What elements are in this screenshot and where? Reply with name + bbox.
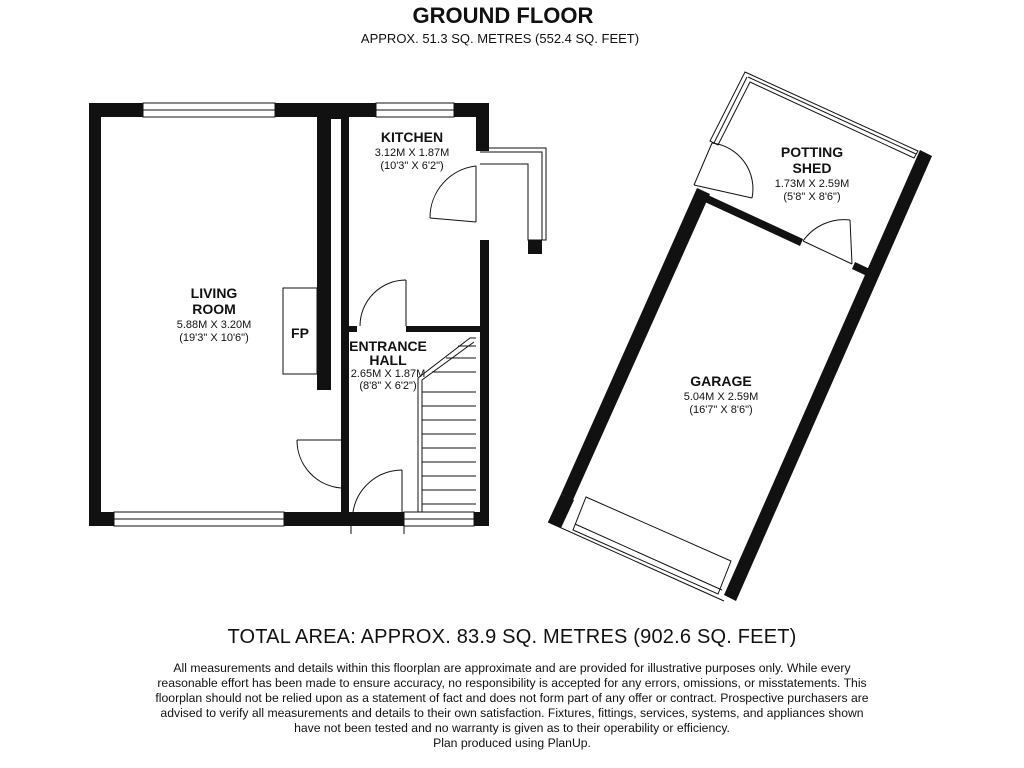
staircase bbox=[418, 338, 476, 512]
right-wall-upper bbox=[476, 103, 489, 151]
kitchen-metric: 3.12M X 1.87M bbox=[374, 147, 450, 159]
potting-metric: 1.73M X 2.59M bbox=[774, 178, 850, 190]
hall-top-wall bbox=[406, 326, 480, 332]
disclaimer-text: All measurements and details within this floorplan are approximate and are provided for illustrative purposes only. While every reasonable effort has been made to ensure accuracy, no responsibility is accepted for any errors, omissions, or misstatements. This floorplan should not be relied upon as a statement of fact and does not form part of any offer or contract. Prospective purchasers are advised to verify all measurements and details to their own satisfaction. Fixtures, fittings, services, systems, and appliances shown have not been tested and no warranty is given as to their operability or efficiency. bbox=[155, 661, 869, 735]
total-area: TOTAL AREA: APPROX. 83.9 SQ. METRES (902.6 SQ. FEET) bbox=[227, 626, 797, 648]
living-imperial: (19'3" X 10'6") bbox=[179, 332, 249, 344]
hall-metric: 2.65M X 1.87M bbox=[350, 368, 426, 380]
garage-imperial: (16'7" X 8'6") bbox=[689, 404, 753, 416]
room-hall bbox=[349, 338, 427, 392]
kitchen-unit bbox=[480, 148, 546, 254]
left-wall bbox=[89, 103, 101, 526]
kitchen-imperial: (10'3" X 6'2") bbox=[380, 160, 444, 172]
potting-name-1: POTTING bbox=[780, 144, 844, 160]
living-metric: 5.88M X 3.20M bbox=[176, 319, 252, 331]
room-living bbox=[177, 285, 252, 344]
floor-title: GROUND FLOOR bbox=[412, 3, 594, 28]
room-kitchen bbox=[375, 129, 450, 172]
living-name-2: ROOM bbox=[192, 301, 236, 317]
garage-name: GARAGE bbox=[690, 373, 752, 389]
potting-imperial: (5'8" X 8'6") bbox=[783, 191, 841, 203]
hall-imperial: (8'8" X 6'2") bbox=[359, 380, 417, 392]
front-door bbox=[353, 470, 402, 512]
hall-name-1: ENTRANCE bbox=[349, 338, 427, 354]
floor-area: APPROX. 51.3 SQ. METRES (552.4 SQ. FEET) bbox=[360, 31, 640, 46]
kitchen-name: KITCHEN bbox=[380, 129, 444, 145]
right-wall-lower bbox=[480, 240, 489, 526]
room-potting-shed bbox=[775, 144, 850, 203]
garage-metric: 5.04M X 2.59M bbox=[683, 391, 759, 403]
disclaimer bbox=[150, 661, 874, 751]
partition-wall bbox=[317, 117, 331, 390]
living-name-1: LIVING bbox=[190, 285, 238, 301]
hall-left-wall bbox=[341, 117, 349, 512]
potting-name-2: SHED bbox=[792, 160, 832, 176]
fireplace bbox=[283, 288, 317, 374]
plan-credit: Plan produced using PlanUp. bbox=[433, 736, 591, 750]
room-garage bbox=[684, 373, 759, 416]
fireplace-label: FP bbox=[291, 325, 309, 341]
hall-name-2: HALL bbox=[369, 352, 407, 368]
garage-building bbox=[548, 72, 932, 601]
